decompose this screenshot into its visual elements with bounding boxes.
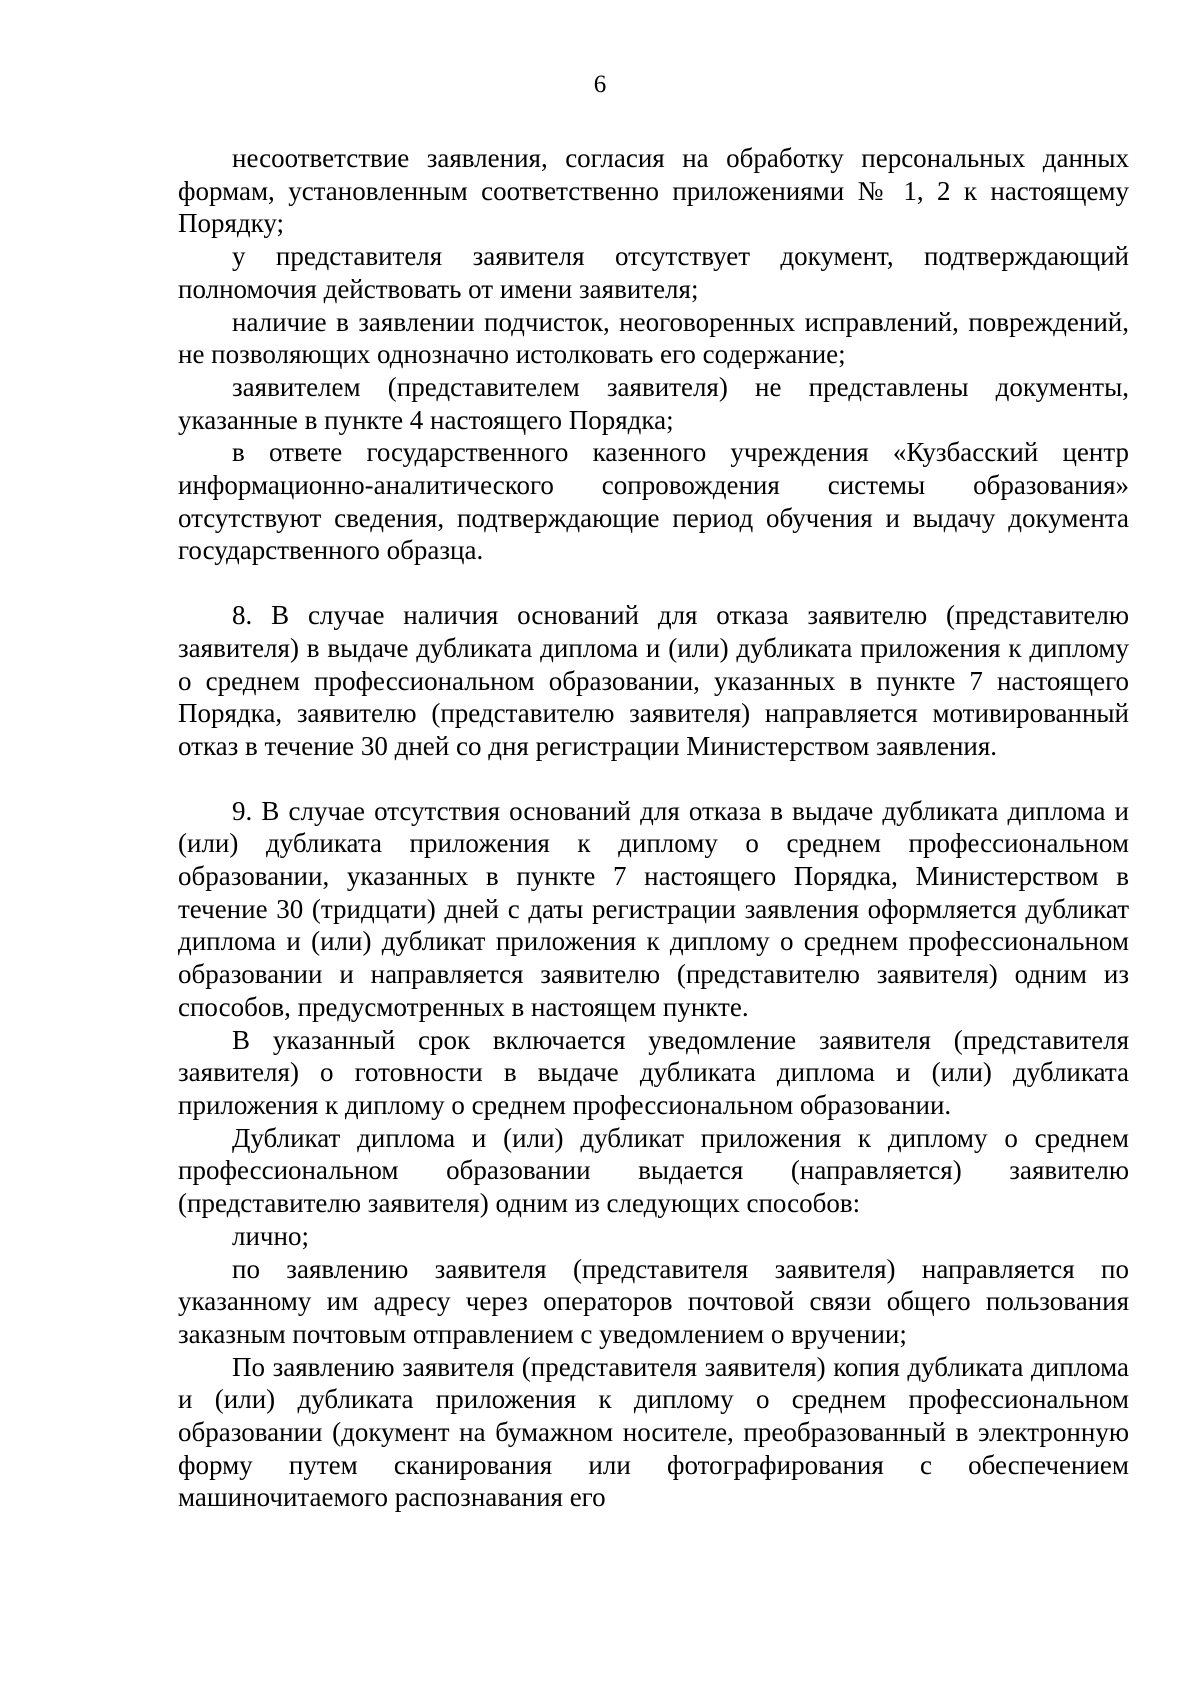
paragraph: Дубликат диплома и (или) дубликат приложения к диплому о среднем профессиональном образовании выдается (направляется) заявителю (представителю заявителя) одним из следующих способов: xyxy=(178,1122,1129,1219)
paragraph: несоответствие заявления, согласия на обработку персональных данных формам, установленным соответственно приложениями № 1, 2 к настоящему Порядку; xyxy=(178,143,1129,239)
paragraph-item-9: 9. В случае отсутствия оснований для отказа в выдаче дубликата диплома и (или) дубликата приложения к диплому о среднем профессиональном образовании, указанных в пункте 7 настоящего Порядка, Министерством в течение 30 (тридцати) дней с даты регистрации заявления оформляется дубликат диплома и (или) дубликат приложения к диплому о среднем профессиональном образовании и направляется заявителю (представителю заявителя) одним из способов, предусмотренных в настоящем пункте. xyxy=(178,795,1129,1022)
paragraph-item-8: 8. В случае наличия оснований для отказа заявителю (представителю заявителя) в выдаче дубликата диплома и (или) дубликата приложения к диплому о среднем профессиональном образовании, указанных в пункте 7 настоящего Порядка, заявителю (представителю заявителя) направляется мотивированный отказ в течение 30 дней со дня регистрации Министерством заявления. xyxy=(178,600,1129,761)
paragraph: в ответе государственного казенного учреждения «Кузбасский центр информационно-аналитического сопровождения системы образования» отсутствуют сведения, подтверждающие период обучения и выдачу документа государственного образца. xyxy=(178,437,1129,566)
paragraph: заявителем (представителем заявителя) не представлены документы, указанные в пункте 4 настоящего Порядка; xyxy=(178,371,1129,435)
paragraph: По заявлению заявителя (представителя заявителя) копия дубликата диплома и (или) дубликата приложения к диплому о среднем профессиональном образовании (документ на бумажном носителе, преобразованный в электронную форму путем сканирования или фотографирования с обеспечением машиночитаемого распознавания его xyxy=(178,1351,1129,1513)
paragraph: по заявлению заявителя (представителя заявителя) направляется по указанному им адресу через операторов почтовой связи общего пользования заказным почтовым отправлением с уведомлением о вручении; xyxy=(178,1253,1129,1349)
paragraph: наличие в заявлении подчисток, неоговоренных исправлений, повреждений, не позволяющих однозначно истолковать его содержание; xyxy=(178,306,1129,370)
paragraph: В указанный срок включается уведомление заявителя (представителя заявителя) о готовности в выдаче дубликата диплома и (или) дубликата приложения к диплому о среднем профессиональном образовании. xyxy=(178,1024,1129,1120)
document-body xyxy=(178,142,1129,1514)
page-number: 6 xyxy=(593,71,607,98)
paragraph: лично; xyxy=(232,1220,309,1251)
paragraph: у представителя заявителя отсутствует документ, подтверждающий полномочия действовать от имени заявителя; xyxy=(178,241,1129,304)
